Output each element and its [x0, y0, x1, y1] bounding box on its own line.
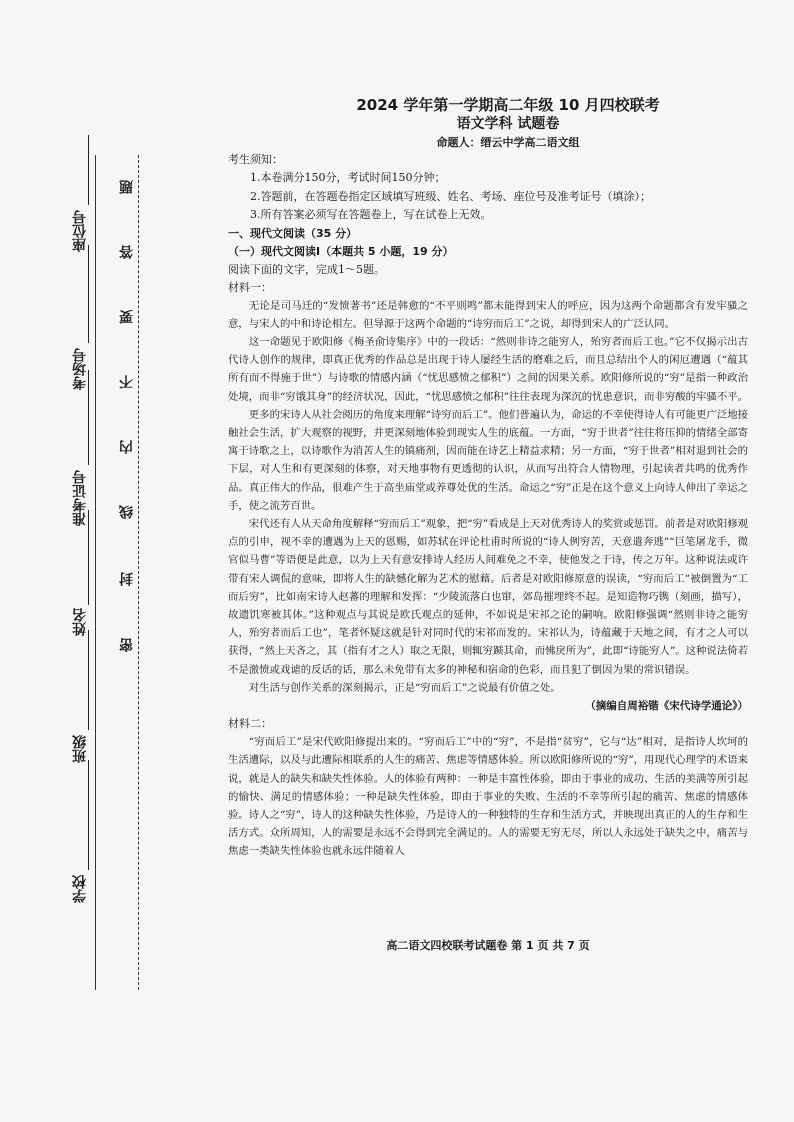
material1-label: 材料一： — [228, 280, 272, 294]
notice-item: 2.答题前，在答题卷指定区域填写班级、姓名、考场、座位号及准考证号（填涂）； — [250, 189, 651, 203]
sub-heading: （一）现代文阅读Ⅰ（本题共 5 小题，19 分） — [228, 244, 454, 258]
page-footer: 高二语文四校联考试题卷 第 1 页 共 7 页 — [386, 939, 590, 952]
notice-label: 考生须知： — [228, 153, 283, 166]
notice-item: 1.本卷满分150分，考试时间150分钟； — [250, 171, 446, 184]
instruction: 阅读下面的文字，完成1～5题。 — [228, 262, 385, 276]
binding-dashed-line — [138, 155, 139, 990]
binding-strip — [40, 40, 190, 1080]
seat-label: 座位号 — [72, 210, 88, 252]
notice-item: 3.所有答案必须写在答题卷上，写在试卷上无效。 — [250, 208, 492, 221]
seal-char: 密 — [119, 638, 135, 652]
seal-char: 封 — [119, 572, 135, 586]
material1-paragraph: 对生活与创作关系的深刻揭示，正是“穷而后工”之说最有价值之处。 — [248, 681, 561, 694]
material2-label: 材料二： — [228, 717, 272, 731]
exam-room-blank[interactable] — [88, 245, 89, 343]
seat-blank[interactable] — [88, 135, 89, 205]
main-content — [228, 95, 748, 861]
material1-paragraph: 宋代还有人从天命角度解释“穷而后工”观象，把“穷”看成是上天对优秀诗人的奖赏或惩罚。前者是对欧阳修观点的引申，视不幸的遭遇为上天的恩赐，如苏轼在评论杜甫时所说的“诗人例穷苦，天意遣奔逃”“巨笔屠龙手，微官似马曹”等语便是此意，以为上天有意安排诗人经历人间难免之不幸，使他发之于诗，传之万年。这种说法或许带有宋人调侃的意味，即将人生的缺憾化解为艺术的慰藉。后者是对欧阳修原意的误读，“穷而后工”被倒置为“工而后穷”，比如南宋诗人赵蕃的理解和发挥：“少陵流落白也窜，郊岛摧埋终不起。是知造物巧镌（刻画，描写），故遗饥寒被其体。”这种观点与其说是欧氏观点的延伸，不如说是宋祁之论的嗣响。欧阳修强调“然则非诗之能穷人，殆穷者而后工也”，笔者怀疑这就是针对同时代的宋祁而发的。宋祁认为，诗蕴藏于天地之间，有才之人可以获得，“然上天吝之，其（指有才之人）取之无限，则辄穷踬其命，而怫戾所为”，此即“诗能穷人”。这种说法倚若不是激愤或戏谑的反话的话，那么未免带有太多的神秘和宿命的色彩，而且犯了倒因为果的常识错误。 — [228, 517, 749, 676]
seal-char: 题 — [119, 180, 135, 194]
school-label: 学校 — [72, 875, 88, 903]
seal-char: 要 — [119, 310, 135, 324]
seal-char: 内 — [119, 440, 135, 454]
class-blank[interactable] — [88, 630, 89, 730]
section-heading: 一、现代文阅读（35 分） — [228, 226, 358, 240]
exam-author: 命题人：缙云中学高二语文组 — [436, 136, 580, 149]
class-label: 班级 — [72, 735, 88, 763]
exam-title: 2024 学年第一学期高二年级 10 月四校联考 — [356, 96, 660, 114]
school-blank[interactable] — [88, 760, 89, 870]
material1-paragraph: 这一命题见于欧阳修《梅圣俞诗集序》中的一段话：“然则非诗之能穷人，殆穷者而后工也。”它不仅揭示出古代诗人创作的规律，即真正优秀的作品总是出现于诗人屡经生活的磨难之后，而且总结出个人的闲厄遭遇（“蕴其所有而不得施于世”）与诗歌的情感内涵（“忧思感愤之郁积”）之间的因果关系。欧阳修所说的“穷”是指一种政治处境，而非“穷饿其身”的经济状况，因此，“忧思感愤之郁积”往往表现为深沉的忧患意识，而非穷酸的牢骚不平。 — [228, 335, 748, 403]
material1-source: （摘编自周裕锴《宋代诗学通论》） — [585, 699, 748, 712]
exam-id-label: 准考证号 — [72, 470, 88, 526]
seal-char: 不 — [119, 375, 135, 389]
seal-char: 线 — [119, 505, 135, 519]
exam-subtitle: 语文学科 试题卷 — [456, 116, 560, 132]
exam-room-label: 考场号 — [72, 348, 88, 390]
material1-paragraph: 更多的宋诗人从社会阅历的角度来理解“诗穷而后工”。他们普遍认为，命运的不幸使得诗人有可能更广泛地接触社会生活，扩大观察的视野，并更深刻地体验到现实人生的底蕴。一方面，“穷于世者”往往将压抑的情绪全部寄寓于诗歌之上，以诗歌作为消苦人生的镇痛剂，因而能在诗艺上精益求精；另一方面，“穷于世者”相对退到社会的下层，对人生和有更深刻的体察，对天地事物有更透彻的认识，从而写出符合人情物理，引起读者共鸣的优秀作品。真正伟大的作品，很难产生于高坐庙堂或养尊处优的生活。命运之“穷”正是在这个意义上向诗人伸出了幸运之手，使之流芳百世。 — [228, 408, 748, 512]
material1-paragraph: 无论是司马迁的“发愤著书”还是韩愈的“不平则鸣”都未能得到宋人的呼应，因为这两个命题都含有发牢骚之意，与宋人的中和诗论相左。但导源于这两个命题的“诗穷而后工”之说，却得到宋人的广泛认同。 — [228, 299, 748, 330]
seal-char: 答 — [119, 245, 135, 259]
name-label: 姓名 — [72, 608, 88, 636]
material2-paragraph: “穷而后工”是宋代欧阳修提出来的。“穷而后工”中的“穷”，不是指“贫穷”，它与“达”相对，是指诗人坎坷的生活遭际，以及与此遭际相联系的人生的痛苦、焦虑等情感体验。所以欧阳修所说的“穷”，用现代心理学的术语来说，就是人的缺失和缺失性体验。人的体验有两种：一种是丰富性体验，即由于事业的成功、生活的美满等所引起的愉快、满足的情感体验；一种是缺失性体验，即由于事业的失败、生活的不幸等所引起的痛苦、焦虑的情感体验。诗人之“穷”，诗人的这种缺失性体验，乃是诗人的一种独特的生存和生活方式，并映现出真正的人的生存和生活方式。众所周知，人的需要是永远不会得到完全满足的。人的需要无穷无尽，所以人永远处于缺失之中，痛苦与焦虑一类缺失性体验也就永远伴随着人 — [228, 736, 748, 858]
binding-solid-line — [95, 155, 96, 990]
